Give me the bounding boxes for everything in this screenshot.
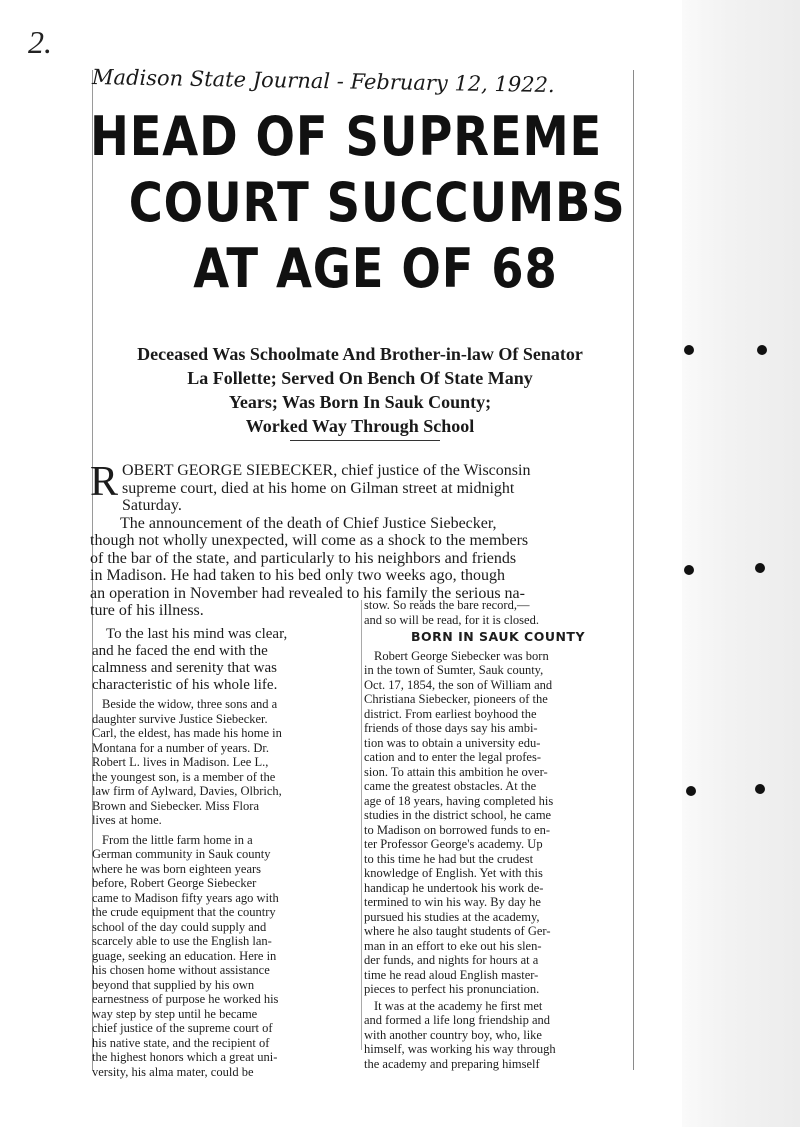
text-line: way step by step until he became <box>92 1006 258 1021</box>
text-line: characteristic of his whole life. <box>92 677 278 693</box>
text-line: Brown and Siebecker. Miss Flora <box>92 798 259 813</box>
text-line: lives at home. <box>92 813 162 827</box>
text-line: friends of those days say his ambi- <box>364 721 538 735</box>
text-line: came to Madison fifty years ago with <box>92 890 279 905</box>
binder-hole-dot <box>755 563 765 573</box>
paragraph-birth <box>364 649 632 997</box>
handwritten-source-note: Madison State Journal - February 12, 1922. <box>91 65 555 98</box>
text-line: the academy and preparing himself <box>364 1056 540 1071</box>
text-line: To the last his mind was clear, <box>106 626 288 642</box>
text-line: man in an effort to eke out his slen- <box>364 938 542 953</box>
text-line: to Madison on borrowed funds to en- <box>364 822 551 837</box>
text-line: his native state, and the recipient of <box>92 1035 270 1050</box>
headline-line-1: HEAD OF SUPREME <box>90 105 603 168</box>
right-column <box>364 598 632 1071</box>
section-heading: BORN IN SAUK COUNTY <box>410 629 586 644</box>
binder-hole-dot <box>684 345 694 355</box>
lead-line: in Madison. He had taken to his bed only two weeks ago, though <box>90 567 506 584</box>
divider-rule <box>290 440 440 441</box>
text-line: and he faced the end with the <box>92 643 268 659</box>
text-line: termined to win his way. By day he <box>364 895 541 909</box>
headline-line-3: AT AGE OF 68 <box>193 237 558 300</box>
text-line: came the greatest obstacles. At the <box>364 779 537 793</box>
text-line: sion. To attain this ambition he over- <box>364 764 548 779</box>
binder-hole-dot <box>684 565 694 575</box>
subhead-line-1: Deceased Was Schoolmate And Brother-in-law Of Senator <box>137 344 583 364</box>
text-line: in the town of Sumter, Sauk county, <box>364 663 544 677</box>
lead-line: The announcement of the death of Chief Justice Siebecker, <box>120 514 497 532</box>
binder-hole-dot <box>757 345 767 355</box>
left-column <box>92 626 362 1079</box>
text-line: handicap he undertook his work de- <box>364 880 544 895</box>
lead-line: an operation in November had revealed to his family the serious na- <box>90 584 525 602</box>
text-line: and formed a life long friendship and <box>364 1013 551 1027</box>
text-line: beyond that supplied by his own <box>92 977 255 992</box>
text-line: where he also taught students of Ger- <box>364 924 551 938</box>
text-line: before, Robert George Siebecker <box>92 876 257 890</box>
text-line: stow. So reads the bare record,— <box>364 598 530 612</box>
page-number: 2. <box>28 24 52 60</box>
lead-line: Saturday. <box>122 497 182 514</box>
lead-line: of the bar of the state, and particularly to his neighbors and friends <box>90 549 517 567</box>
text-line: school of the day could supply and <box>92 919 267 934</box>
lead-line: supreme court, died at his home on Gilman street at midnight <box>122 479 515 497</box>
text-line: calmness and serenity that was <box>92 660 277 676</box>
text-line: to this time he had but the crudest <box>364 851 534 866</box>
subhead-line-3: Years; Was Born In Sauk County; <box>228 392 492 412</box>
text-line: pursued his studies at the academy, <box>364 909 540 924</box>
text-line: Oct. 17, 1854, the son of William and <box>364 677 553 692</box>
lead-paragraph <box>90 459 630 620</box>
scan-background-edge <box>682 0 800 1127</box>
subheadline <box>85 342 635 438</box>
text-line: chief justice of the supreme court of <box>92 1021 273 1035</box>
text-line: It was at the academy he first met <box>374 998 543 1013</box>
text-line: with another country boy, who, like <box>364 1027 542 1042</box>
subhead-line-2: La Follette; Served On Bench Of State Many <box>187 368 533 388</box>
text-line: the crude equipment that the country <box>92 905 276 919</box>
lead-line: though not wholly unexpected, will come as a shock to the members <box>90 532 529 549</box>
text-line: der funds, and nights for hours at a <box>364 953 539 967</box>
text-line: knowledge of English. Yet with this <box>364 866 543 880</box>
text-line: age of 18 years, having completed his <box>364 793 554 808</box>
headline <box>90 104 626 302</box>
text-line: the youngest son, is a member of the <box>92 769 276 784</box>
headline-line-2: COURT SUCCUMBS <box>128 171 626 234</box>
paragraph-last-days <box>92 626 362 694</box>
paragraph-survivors <box>92 697 362 828</box>
text-line: earnestness of purpose he worked his <box>92 992 279 1006</box>
text-line: Robert L. lives in Madison. Lee L., <box>92 755 269 769</box>
text-line: Carl, the eldest, has made his home in <box>92 726 282 740</box>
text-line: himself, was working his way through <box>364 1042 556 1056</box>
binder-hole-dot <box>686 786 696 796</box>
lead-line: ture of his illness. <box>90 602 204 619</box>
paragraph-academy <box>364 999 632 1072</box>
text-line: where he was born eighteen years <box>92 861 262 876</box>
paragraph-early-life <box>92 833 362 1080</box>
text-line: cation and to enter the legal profes- <box>364 750 542 764</box>
drop-cap: R <box>90 459 119 505</box>
text-line: district. From earliest boyhood the <box>364 706 537 721</box>
text-line: Robert George Siebecker was born <box>374 648 549 663</box>
text-line: Beside the widow, three sons and a <box>102 697 278 711</box>
text-line: daughter survive Justice Siebecker. <box>92 711 268 726</box>
text-line: German community in Sauk county <box>92 847 271 861</box>
text-line: scarcely able to use the English lan- <box>92 934 272 948</box>
text-line: the highest honors which a great uni- <box>92 1050 278 1064</box>
lead-line: OBERT GEORGE SIEBECKER, chief justice of the Wisconsin <box>122 462 531 479</box>
paragraph-record-tail <box>364 598 632 627</box>
text-line: his chosen home without assistance <box>92 963 270 977</box>
text-line: ter Professor George's academy. Up <box>364 837 543 851</box>
text-line: tion was to obtain a university edu- <box>364 735 541 750</box>
subhead-line-4: Worked Way Through School <box>245 416 475 436</box>
text-line: versity, his alma mater, could be <box>92 1064 254 1079</box>
text-line: studies in the district school, he came <box>364 808 552 822</box>
text-line: Montana for a number of years. Dr. <box>92 740 270 755</box>
text-line: time he read aloud English master- <box>364 967 539 982</box>
text-line: and so will be read, for it is closed. <box>364 612 539 627</box>
text-line: pieces to perfect his pronunciation. <box>364 982 540 996</box>
text-line: law firm of Aylward, Davies, Olbrich, <box>92 784 282 798</box>
text-line: From the little farm home in a <box>102 832 253 847</box>
text-line: Christiana Siebecker, pioneers of the <box>364 692 548 706</box>
binder-hole-dot <box>755 784 765 794</box>
text-line: guage, seeking an education. Here in <box>92 948 277 963</box>
